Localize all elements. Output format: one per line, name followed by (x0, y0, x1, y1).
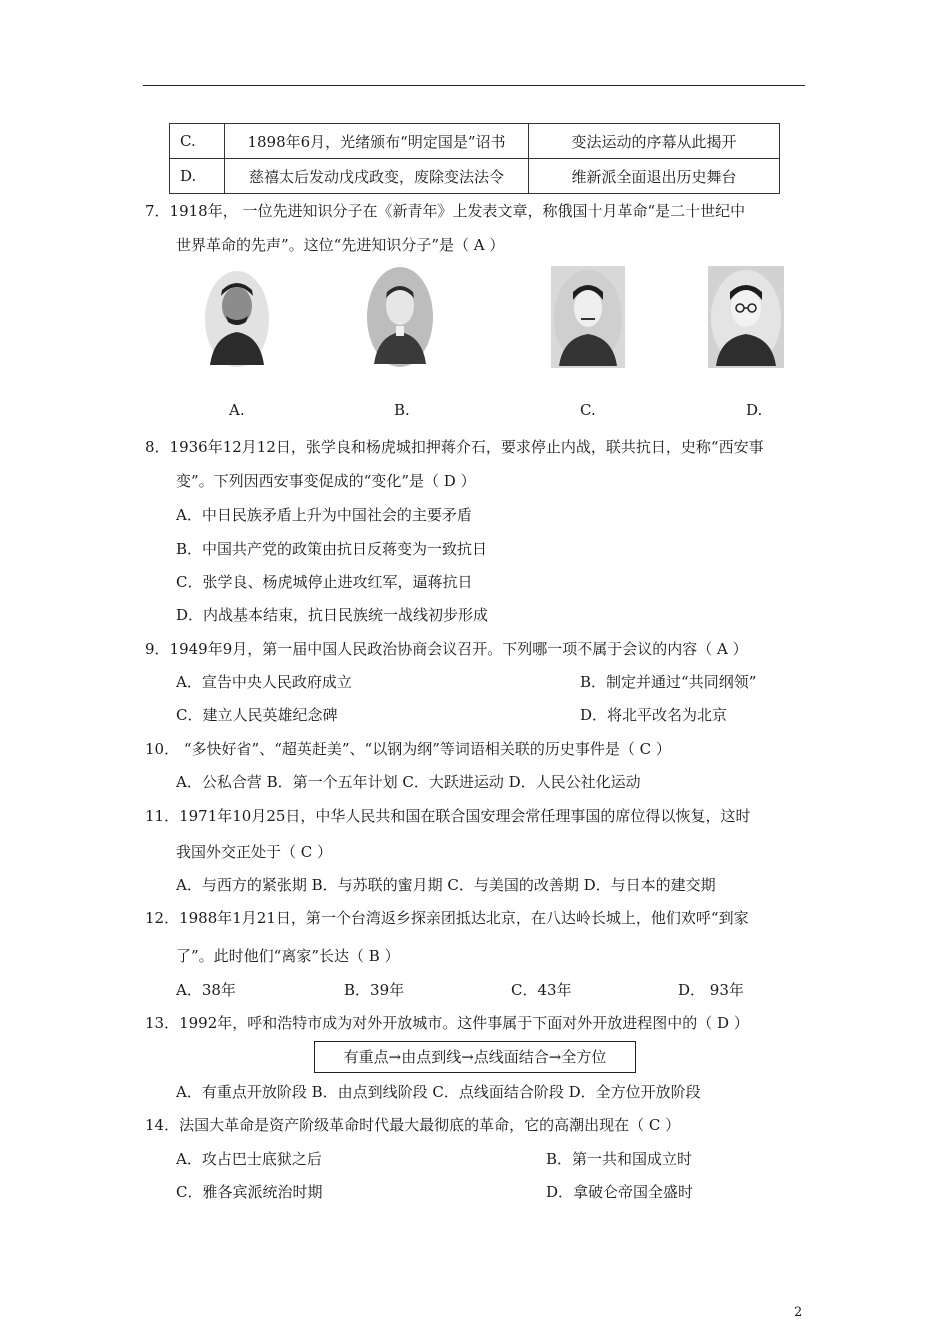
q9-option-d: D．将北平改名为北京 (580, 706, 728, 724)
q9-stem: 9．1949年9月，第一届中国人民政治协商会议召开。下列哪一项不属于会议的内容（ A ） (145, 640, 748, 658)
portrait-d-image (708, 266, 784, 368)
portrait-c-image (551, 266, 625, 368)
page-number: 2 (794, 1305, 803, 1320)
q12-option-a: A．38年 (176, 981, 236, 999)
q10-options: A．公私合营 B．第一个五年计划 C．大跃进运动 D．人民公社化运动 (176, 773, 641, 791)
table-row (170, 159, 780, 194)
q14-option-c: C．雅各宾派统治时期 (176, 1183, 323, 1201)
q8-stem-line2: 变”。下列因西安事变促成的“变化”是（ D ） (176, 472, 476, 490)
q13-stem: 13．1992年，呼和浩特市成为对外开放城市。这件事属于下面对外开放进程图中的（ D ） (145, 1014, 749, 1032)
portrait-label-d: D. (746, 401, 763, 419)
q8-stem-line1: 8．1936年12月12日，张学良和杨虎城扣押蒋介石，要求停止内战，联共抗日，史称“西安事 (145, 438, 764, 456)
q12-option-b: B．39年 (344, 981, 405, 999)
q9-option-c: C．建立人民英雄纪念碑 (176, 706, 338, 724)
q12-stem-line1: 12．1988年1月21日，第一个台湾返乡探亲团抵达北京，在八达岭长城上，他们欢呼“到家 (145, 909, 749, 927)
portrait-a-image (204, 270, 270, 368)
q9-option-b: B．制定并通过“共同纲领” (580, 673, 757, 691)
q12-option-d: D． 93年 (678, 981, 744, 999)
q11-options: A．与西方的紧张期 B．与苏联的蜜月期 C．与美国的改善期 D．与日本的建交期 (176, 876, 716, 894)
option-event: 1898年6月，光绪颁布“明定国是”诏书 (225, 124, 529, 159)
option-event: 慈禧太后发动戊戌政变，废除变法法令 (225, 159, 529, 194)
portrait-label-a: A. (229, 401, 245, 419)
q11-stem-line2: 我国外交正处于（ C ） (176, 843, 333, 861)
opening-process-flow-box: 有重点→由点到线→点线面结合→全方位 (314, 1041, 636, 1073)
header-rule (143, 85, 805, 86)
portrait-b-image (366, 266, 434, 368)
q6-option-table (169, 123, 780, 194)
q10-stem: 10． “多快好省”、“超英赶美”、“以钢为纲”等词语相关联的历史事件是（ C ） (145, 740, 671, 758)
option-letter: D. (170, 159, 225, 194)
q8-option-b: B．中国共产党的政策由抗日反蒋变为一致抗日 (176, 540, 488, 558)
q7-stem-line2: 世界革命的先声”。这位“先进知识分子”是（ A ） (176, 236, 505, 254)
option-note: 维新派全面退出历史舞台 (529, 159, 780, 194)
q7-stem-line1: 7．1918年， 一位先进知识分子在《新青年》上发表文章，称俄国十月革命“是二十世纪中 (145, 202, 746, 220)
q8-option-a: A．中日民族矛盾上升为中国社会的主要矛盾 (176, 506, 472, 524)
portrait-label-b: B. (394, 401, 410, 419)
q9-option-a: A．宣告中央人民政府成立 (176, 673, 352, 691)
q8-option-d: D．内战基本结束，抗日民族统一战线初步形成 (176, 606, 489, 624)
q11-stem-line1: 11．1971年10月25日，中华人民共和国在联合国安理会常任理事国的席位得以恢复，这时 (145, 807, 751, 825)
option-note: 变法运动的序幕从此揭开 (529, 124, 780, 159)
q12-stem-line2: 了”。此时他们“离家”长达（ B ） (176, 947, 400, 965)
q13-options: A．有重点开放阶段 B．由点到线阶段 C．点线面结合阶段 D．全方位开放阶段 (176, 1083, 701, 1101)
q8-option-c: C．张学良、杨虎城停止进攻红军，逼蒋抗日 (176, 573, 473, 591)
table-row (170, 124, 780, 159)
q14-stem: 14．法国大革命是资产阶级革命时代最大最彻底的革命，它的高潮出现在（ C ） (145, 1116, 681, 1134)
q12-option-c: C．43年 (511, 981, 572, 999)
option-letter: C. (170, 124, 225, 159)
portrait-label-c: C. (580, 401, 596, 419)
q14-option-b: B．第一共和国成立时 (546, 1150, 693, 1168)
q14-option-d: D．拿破仑帝国全盛时 (546, 1183, 694, 1201)
q14-option-a: A．攻占巴士底狱之后 (176, 1150, 322, 1168)
